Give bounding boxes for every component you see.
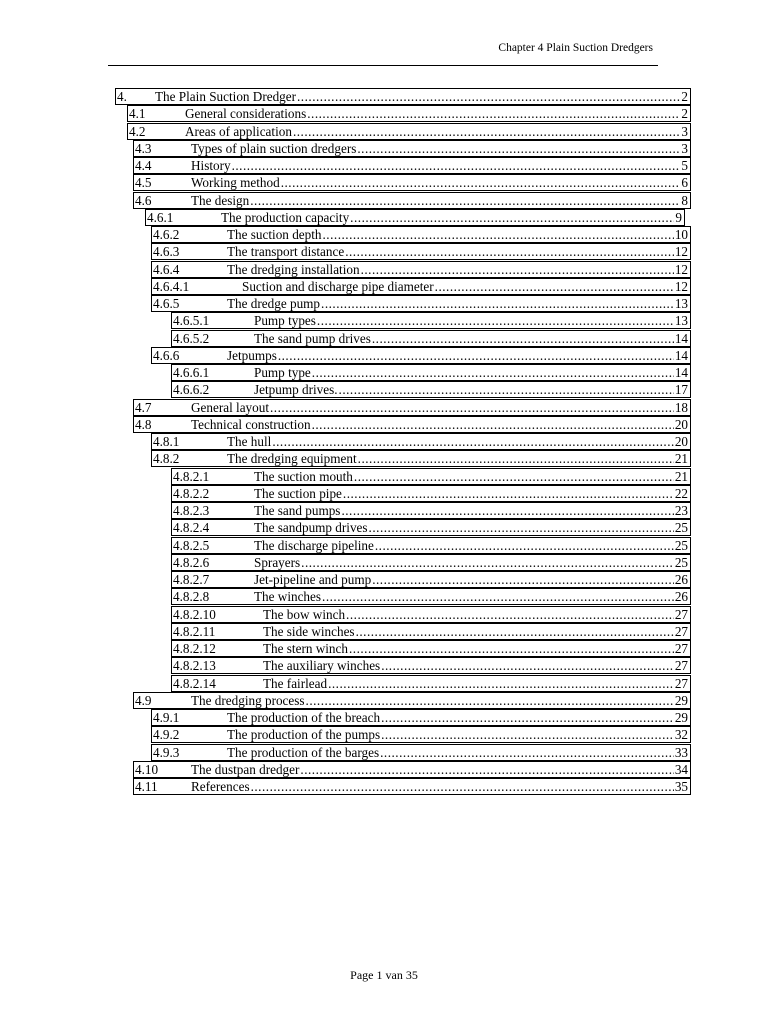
toc-entry-number: 4.9 (135, 692, 152, 708)
toc-entry[interactable] (171, 588, 691, 605)
toc-entry[interactable] (151, 261, 691, 278)
toc-entry[interactable] (151, 295, 691, 312)
toc-entry-number: 4.9.3 (153, 744, 180, 760)
toc-entry-number: 4.6 (135, 192, 152, 208)
toc-entry[interactable] (171, 675, 691, 692)
toc-entry-title: The sandpump drives (254, 520, 368, 536)
toc-entry[interactable] (145, 209, 685, 226)
toc-entry-number: 4.9.2 (153, 727, 180, 743)
toc-leader-dots (354, 469, 674, 484)
toc-entry-page: 5 (681, 158, 688, 173)
toc-leader-dots (341, 503, 673, 518)
toc-entry[interactable] (151, 744, 691, 761)
toc-entry[interactable] (133, 761, 691, 778)
toc-leader-dots (317, 313, 674, 328)
toc-entry-page: 26 (674, 572, 688, 587)
toc-entry[interactable] (171, 364, 691, 381)
toc-entry-page: 8 (681, 192, 688, 208)
toc-leader-dots (346, 607, 674, 622)
toc-entry-page: 14 (674, 347, 688, 363)
toc-entry-page: 20 (674, 416, 688, 432)
toc-entry-title: Jet-pipeline and pump (254, 572, 372, 587)
toc-entry[interactable] (115, 88, 691, 105)
toc-entry-page: 14 (674, 330, 688, 346)
toc-leader-dots (270, 400, 674, 415)
toc-entry[interactable] (133, 399, 691, 416)
toc-entry-title: Pump type (254, 365, 311, 380)
toc-entry-page: 23 (674, 503, 688, 518)
toc-entry-number: 4.6.4.1 (153, 278, 190, 294)
toc-entry-title: Types of plain suction dredgers (191, 140, 357, 156)
toc-leader-dots (321, 296, 674, 311)
toc-entry-page: 27 (674, 675, 688, 691)
toc-entry-title: Pump types (254, 313, 316, 329)
toc-entry-page: 12 (674, 261, 688, 277)
toc-entry-page: 21 (674, 468, 688, 484)
toc-entry-title: The fairlead (263, 675, 328, 691)
toc-entry-title: The side winches (263, 623, 355, 639)
toc-entry[interactable] (151, 709, 691, 726)
toc-entry-number: 4.6.2 (153, 227, 180, 242)
toc-entry[interactable] (151, 726, 691, 743)
toc-entry-page: 25 (674, 554, 688, 570)
toc-entry-title: The production capacity (221, 209, 350, 225)
toc-entry-number: 4.4 (135, 158, 152, 173)
toc-entry[interactable] (171, 606, 691, 623)
toc-entry-number: 4.6.3 (153, 244, 180, 260)
toc-entry-page: 2 (681, 106, 688, 122)
toc-entry[interactable] (151, 347, 691, 364)
toc-entry[interactable] (151, 433, 691, 450)
toc-entry-title: The dredging process (191, 692, 305, 708)
toc-entry-page: 2 (681, 89, 688, 104)
toc-leader-dots (322, 589, 674, 604)
toc-entry-page: 34 (674, 761, 688, 777)
toc-entry[interactable] (171, 330, 691, 347)
toc-entry-title: The production of the barges (227, 744, 380, 760)
toc-entry-number: 4.8.2.14 (173, 675, 216, 691)
toc-leader-dots (278, 348, 674, 363)
toc-entry-number: 4.8.2.11 (173, 623, 216, 639)
toc-entry-number: 4.7 (135, 399, 152, 415)
toc-entry[interactable] (133, 692, 691, 709)
toc-entry[interactable] (171, 485, 691, 502)
toc-entry-page: 26 (674, 589, 688, 605)
toc-entry-page: 27 (674, 658, 688, 674)
toc-entry-title: Jetpump drives. (254, 382, 338, 398)
toc-leader-dots (232, 158, 681, 173)
toc-entry[interactable] (171, 554, 691, 571)
toc-entry-title: The suction depth (227, 227, 322, 242)
toc-entry[interactable] (171, 502, 691, 519)
toc-leader-dots (251, 779, 674, 794)
toc-entry-number: 4.6.6.1 (173, 365, 210, 380)
toc-entry-number: 4.6.5 (153, 296, 180, 311)
toc-entry-page: 32 (674, 727, 688, 743)
toc-entry-page: 10 (674, 227, 688, 242)
toc-entry-number: 4.8.2.5 (173, 537, 210, 553)
toc-entry-title: The suction pipe (254, 485, 342, 501)
toc-entry-title: The discharge pipeline (254, 537, 374, 553)
toc-entry-page: 18 (674, 399, 688, 415)
toc-entry-page: 21 (674, 451, 688, 467)
toc-leader-dots (381, 710, 674, 725)
toc-entry-page: 3 (681, 140, 688, 156)
toc-entry-page: 9 (675, 209, 682, 225)
toc-leader-dots (272, 434, 673, 449)
toc-entry-title: The winches (254, 589, 322, 605)
toc-entry-number: 4.6.6 (153, 347, 180, 363)
toc-entry-number: 4.5 (135, 175, 152, 191)
toc-leader-dots (323, 227, 674, 242)
toc-leader-dots (372, 572, 674, 587)
toc-entry-title: The suction mouth (254, 468, 353, 484)
toc-entry-number: 4.6.5.2 (173, 330, 210, 346)
toc-entry[interactable] (133, 778, 691, 795)
toc-entry-number: 4.8.2.12 (173, 641, 216, 656)
toc-entry[interactable] (171, 623, 691, 640)
toc-entry-number: 4.8.2.7 (173, 572, 210, 587)
toc-entry-page: 27 (674, 641, 688, 656)
toc-entry-page: 27 (674, 606, 688, 622)
toc-entry[interactable] (171, 571, 691, 588)
toc-entry-page: 14 (674, 365, 688, 380)
toc-leader-dots (435, 279, 674, 294)
toc-leader-dots (297, 89, 680, 104)
toc-entry-title: Technical construction (191, 416, 311, 432)
running-header: Chapter 4 Plain Suction Dredgers (498, 42, 653, 54)
page-footer: Page 1 van 35 (350, 968, 418, 982)
toc-entry-number: 4.8.2.4 (173, 520, 210, 536)
toc-entry-title: The stern winch (263, 641, 348, 656)
toc-leader-dots (339, 382, 674, 397)
toc-entry-number: 4.9.1 (153, 710, 180, 725)
toc-entry-number: 4.8.1 (153, 434, 180, 449)
toc-entry-title: References (191, 779, 250, 794)
toc-entry-page: 29 (674, 692, 688, 708)
toc-leader-dots (345, 244, 674, 259)
toc-leader-dots (356, 624, 674, 639)
toc-entry-number: 4.8.2.3 (173, 503, 210, 518)
toc-entry-title: The production of the pumps (227, 727, 381, 743)
toc-leader-dots (328, 676, 674, 691)
toc-entry-title: The sand pump drives (254, 330, 371, 346)
toc-entry-title: General layout (191, 399, 269, 415)
toc-entry-title: Areas of application (185, 123, 292, 139)
toc-leader-dots (381, 727, 674, 742)
toc-entry-page: 3 (681, 123, 688, 139)
toc-entry[interactable] (171, 381, 691, 398)
toc-entry[interactable] (127, 105, 691, 122)
toc-leader-dots (350, 210, 674, 225)
toc-entry[interactable] (133, 416, 691, 433)
toc-entry[interactable] (127, 123, 691, 140)
toc-entry-page: 25 (674, 537, 688, 553)
toc-leader-dots (293, 124, 680, 139)
toc-entry-title: General considerations (185, 106, 307, 122)
toc-entry-title: The design (191, 192, 250, 208)
toc-entry-number: 4.8.2.6 (173, 554, 210, 570)
toc-entry-page: 25 (674, 520, 688, 536)
toc-entry-page: 20 (674, 434, 688, 449)
toc-entry-title: The hull (227, 434, 272, 449)
toc-entry[interactable] (151, 278, 691, 295)
toc-entry-title: History (191, 158, 231, 173)
toc-leader-dots (358, 451, 674, 466)
toc-entry-number: 4.8.2.13 (173, 658, 216, 674)
toc-entry-number: 4.8.2.2 (173, 485, 210, 501)
toc-entry-page: 13 (674, 296, 688, 311)
toc-entry[interactable] (151, 450, 691, 467)
toc-entry-page: 35 (674, 779, 688, 794)
toc-leader-dots (300, 762, 673, 777)
toc-entry-number: 4.8.2.1 (173, 468, 210, 484)
toc-entry-number: 4.11 (135, 779, 158, 794)
toc-leader-dots (369, 520, 674, 535)
toc-entry-title: Suction and discharge pipe diameter (242, 278, 434, 294)
toc-leader-dots (312, 365, 674, 380)
toc-leader-dots (250, 193, 680, 208)
toc-leader-dots (349, 641, 674, 656)
toc-leader-dots (357, 141, 680, 156)
toc-leader-dots (306, 693, 674, 708)
toc-entry-number: 4.6.4 (153, 261, 180, 277)
toc-entry-page: 33 (674, 744, 688, 760)
toc-entry-title: The dredging equipment (227, 451, 357, 467)
toc-entry-page: 29 (674, 710, 688, 725)
toc-entry-title: The dredging installation (227, 261, 360, 277)
toc-leader-dots (343, 486, 674, 501)
toc-entry[interactable] (133, 192, 691, 209)
toc-entry-title: The dustpan dredger (191, 761, 300, 777)
toc-entry-number: 4.6.6.2 (173, 382, 210, 398)
toc-leader-dots (372, 331, 674, 346)
toc-entry-number: 4.3 (135, 140, 152, 156)
toc-entry[interactable] (171, 537, 691, 554)
toc-leader-dots (301, 555, 674, 570)
toc-entry-page: 17 (674, 382, 688, 398)
toc-entry[interactable] (171, 312, 691, 329)
toc-entry-page: 6 (681, 175, 688, 191)
toc-entry-number: 4.8.2.8 (173, 589, 210, 605)
toc-entry-page: 12 (674, 244, 688, 260)
toc-entry-number: 4.6.1 (147, 209, 174, 225)
toc-entry[interactable] (171, 468, 691, 485)
toc-entry-title: The Plain Suction Dredger (155, 89, 296, 104)
toc-entry-title: The bow winch (263, 606, 346, 622)
toc-entry[interactable] (133, 140, 691, 157)
toc-entry-title: The auxiliary winches (263, 658, 381, 674)
toc-entry-number: 4.8.2.10 (173, 606, 216, 622)
toc-entry-title: The sand pumps (254, 503, 341, 518)
toc-entry-number: 4.8 (135, 416, 152, 432)
toc-entry[interactable] (133, 157, 691, 174)
toc-entry-number: 4.10 (135, 761, 159, 777)
toc-entry[interactable] (171, 657, 691, 674)
toc-entry[interactable] (133, 174, 691, 191)
toc-entry-page: 22 (674, 485, 688, 501)
toc-entry[interactable] (171, 640, 691, 657)
toc-leader-dots (307, 106, 680, 121)
toc-entry-title: The dredge pump (227, 296, 321, 311)
toc-entry[interactable] (151, 243, 691, 260)
toc-entry-title: Working method (191, 175, 280, 191)
toc-leader-dots (312, 417, 674, 432)
toc-leader-dots (375, 538, 674, 553)
header-rule (108, 65, 658, 66)
toc-entry-title: Sprayers (254, 554, 301, 570)
toc-leader-dots (281, 175, 681, 190)
toc-entry-number: 4. (117, 89, 127, 104)
toc-leader-dots (361, 262, 674, 277)
toc-entry[interactable] (151, 226, 691, 243)
toc-entry-title: Jetpumps (227, 347, 277, 363)
toc-entry-page: 27 (674, 623, 688, 639)
toc-leader-dots (380, 745, 674, 760)
toc-entry-title: The production of the breach (227, 710, 381, 725)
toc-entry-number: 4.6.5.1 (173, 313, 210, 329)
toc-leader-dots (381, 658, 674, 673)
toc-entry-page: 12 (674, 278, 688, 294)
toc-entry-number: 4.8.2 (153, 451, 180, 467)
toc-entry-number: 4.2 (129, 123, 146, 139)
toc-entry-title: The transport distance (227, 244, 345, 260)
toc-entry-number: 4.1 (129, 106, 146, 122)
toc-entry-page: 13 (674, 313, 688, 329)
toc-entry[interactable] (171, 519, 691, 536)
